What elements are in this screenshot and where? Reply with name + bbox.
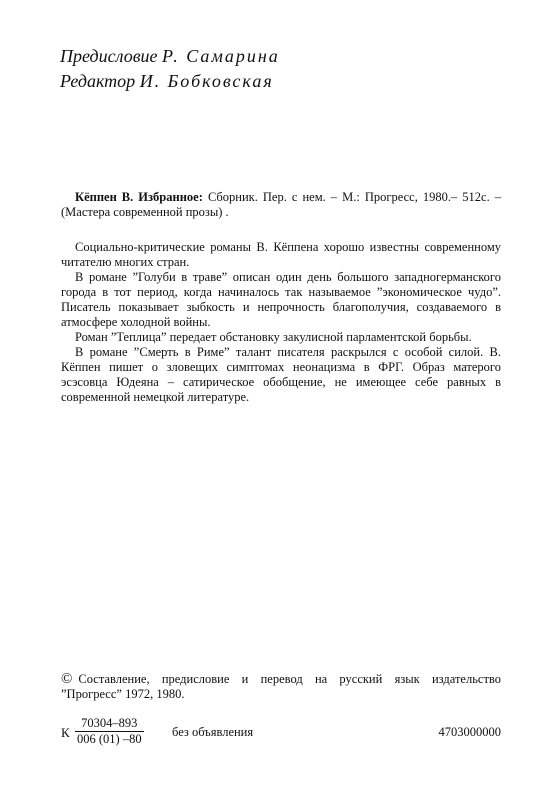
editor-label: Редактор bbox=[60, 71, 136, 91]
preface-name: Р. Самарина bbox=[162, 46, 280, 66]
preface-credit bbox=[60, 44, 280, 69]
preface-label: Предисловие bbox=[60, 46, 158, 66]
index-letter: К bbox=[61, 725, 70, 740]
bibliographic-entry bbox=[61, 190, 501, 220]
bibliographic-details: Сборник. Пер. с нем. – М.: Прогресс, 1980.– 512с. – (Мастера современной прозы) . bbox=[61, 190, 502, 219]
author-title: Кёппен В. Избранное: bbox=[75, 190, 203, 204]
editor-name: И. Бобковская bbox=[139, 71, 274, 91]
copyright-notice bbox=[61, 672, 501, 702]
copyright-text: Составление, предисловие и перевод на русский язык издательство ”Прогресс” 1972, 1980. bbox=[61, 672, 501, 701]
annotation bbox=[61, 240, 501, 405]
annotation-paragraph: В романе ”Смерть в Риме” талант писателя раскрылся с особой силой. В. Кёппен пишет о зловещих симптомах неонацизма в ФРГ. Образ матерого эсэсовца Юдеяна – сатирическое обобщение, не имеющее себе равных в современной немецкой литературе. bbox=[61, 345, 501, 404]
index-note: без объявления bbox=[172, 725, 254, 739]
publication-index bbox=[61, 716, 501, 752]
annotation-paragraph: Социально-критические романы В. Кёппена хорошо известны современному читателю многих стран. bbox=[61, 240, 501, 269]
credits-block bbox=[60, 44, 280, 94]
index-denominator: 006 (01) –80 bbox=[77, 732, 142, 746]
catalog-record bbox=[61, 190, 501, 405]
index-numerator: 70304–893 bbox=[75, 716, 144, 732]
index-fraction bbox=[75, 716, 144, 747]
annotation-paragraph: Роман ”Теплица” передает обстановку закулисной парламентской борьбы. bbox=[75, 330, 472, 344]
index-code: 4703000000 bbox=[438, 725, 501, 739]
editor-credit bbox=[60, 69, 280, 94]
annotation-paragraph: В романе ”Голуби в траве” описан один день большого западногерманского города в тот период, когда начиналось так называемое ”экономическое чудо”. Писатель показывает зыбкость и непрочность благополучия, создаваемого в атмосфере холодной войны. bbox=[61, 270, 501, 329]
copyright-symbol: © bbox=[61, 671, 73, 687]
